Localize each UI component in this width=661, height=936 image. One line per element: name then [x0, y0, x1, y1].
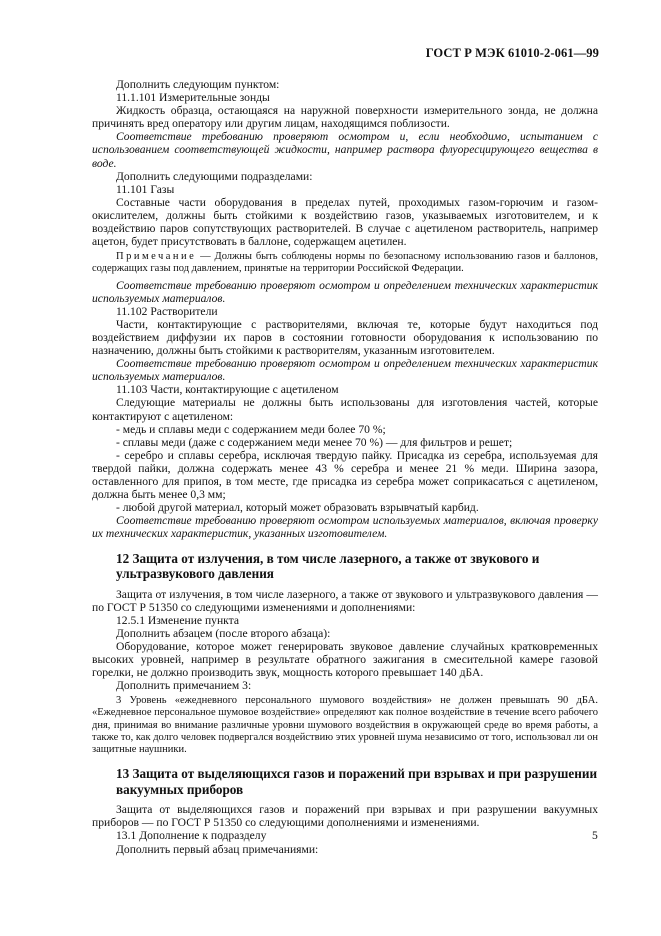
paragraph: Защита от выделяющихся газов и поражений при взрывах и при разрушении вакуумных приборов — по ГОСТ Р 51350 со следующими дополнениями и изменениями. — [92, 803, 598, 830]
paragraph: Защита от излучения, в том числе лазерного, а также от звукового и ультразвукового давления — по ГОСТ Р 51350 со следующими изменениями и дополнениями: — [92, 587, 598, 614]
subclause-title: 12.5.1 Изменение пункта — [116, 613, 239, 627]
section-heading-13: 13 Защита от выделяющихся газов и поражений при взрывах и при разрушении вакуумных приборов — [116, 766, 598, 797]
subclause-title: 11.102 Растворители — [116, 304, 218, 318]
paragraph: Части, контактирующие с растворителями, включая те, которые будут находиться под воздействием диффузии их паров в состоянии готовности оборудования к использованию по назначению, должны быть стойкими к растворителям, указанным изготовителем. — [92, 317, 598, 358]
paragraph: Дополнить следующим пунктом: — [116, 78, 280, 91]
page-number: 5 — [592, 829, 598, 842]
paragraph: Дополнить абзацем (после второго абзаца): — [116, 626, 331, 640]
paragraph: Жидкость образца, остающаяся на наружной поверхности измерительного зонда, не должна причинять вред оператору или другим лицам, находящимся поблизости. — [92, 104, 598, 131]
compliance-paragraph: Соответствие требованию проверяют осмотром используемых материалов, включая проверку их технических характеристик, указанных изготовителем. — [92, 514, 598, 541]
note-3: 3 Уровень «ежедневного персонального шумового воздействия» не должен превышать 90 дБА. «Ежедневное персональное шумовое воздействие» определяют как полное воздействие в течение всего рабочего дня, принимая во внимание различные уровни шумового воздействия в окружающей среде во время работы, а также то, как долго человек подвергался воздействию этих уровней шума независимо от того, использовал ли он защитные наушники. — [92, 695, 598, 756]
note-label: Примечание — [116, 251, 197, 263]
compliance-paragraph: Соответствие требованию проверяют осмотром и определением технических характеристик используемых материалов. — [92, 357, 598, 384]
paragraph: Составные части оборудования в пределах путей, проходимых газом-горючим и газом-окислителем, должны быть стойкими к воздействию газов, указываемых изготовителем, и к воздействию паров сопутствующих растворителей. В случае с ацетиленом растворитель, например ацетон, будет присутствовать в баллоне, содержащем ацетилен. — [92, 195, 598, 249]
list-item: - серебро и сплавы серебра, исключая твердую пайку. Присадка из серебра, используемая для твердой пайки, должна содержать менее 43 % серебра и менее 21 % меди. Ширина зазора, оставленного для припоя, в том месте, где присадка из серебра может соприкасаться с ацетиленом, должна быть менее 0,3 мм; — [92, 448, 598, 502]
paragraph: Оборудование, которое может генерировать звуковое давление случайных кратковременных высоких уровней, например в результате обратного зажигания в смесительной камере газовой горелки, не должно производить звук, мощность которого превышает 140 дБА. — [92, 639, 598, 680]
note-text: — Должны быть соблюдены нормы по безопасному использованию газов и баллонов, содержащих газы под давлением, принятые на территории Российской Федерации. — [92, 251, 598, 275]
subclause-title: 11.101 Газы — [116, 182, 175, 196]
list-item: - медь и сплавы меди с содержанием меди более 70 %; — [116, 422, 386, 436]
paragraph: Следующие материалы не должны быть использованы для изготовления частей, которые контактируют с ацетиленом: — [92, 396, 598, 423]
subclause-title: 11.1.101 Измерительные зонды — [116, 91, 270, 105]
section-heading-12: 12 Защита от излучения, в том числе лазерного, а также от звукового и ультразвукового давления — [116, 550, 540, 581]
paragraph: Дополнить примечанием 3: — [116, 679, 252, 693]
paragraph: Дополнить первый абзац примечаниями: — [116, 842, 319, 856]
compliance-paragraph: Соответствие требованию проверяют осмотром и определением технических характеристик используемых материалов. — [92, 278, 598, 305]
note — [92, 251, 598, 275]
document-body — [92, 78, 598, 856]
paragraph: Дополнить следующими подразделами: — [116, 169, 313, 183]
subclause-title: 11.103 Части, контактирующие с ацетиленом — [116, 383, 339, 397]
list-item: - любой другой материал, который может образовать взрывчатый карбид. — [116, 501, 479, 515]
document-header: ГОСТ Р МЭК 61010-2-061—99 — [425, 46, 599, 60]
subclause-title: 13.1 Дополнение к подразделу — [116, 829, 267, 843]
compliance-paragraph: Соответствие требованию проверяют осмотром и, если необходимо, испытанием с использованием соответствующей жидкости, например раствора флуоресцирующего вещества в воде. — [92, 130, 598, 170]
list-item: - сплавы меди (даже с содержанием меди менее 70 %) — для фильтров и решет; — [116, 435, 513, 449]
